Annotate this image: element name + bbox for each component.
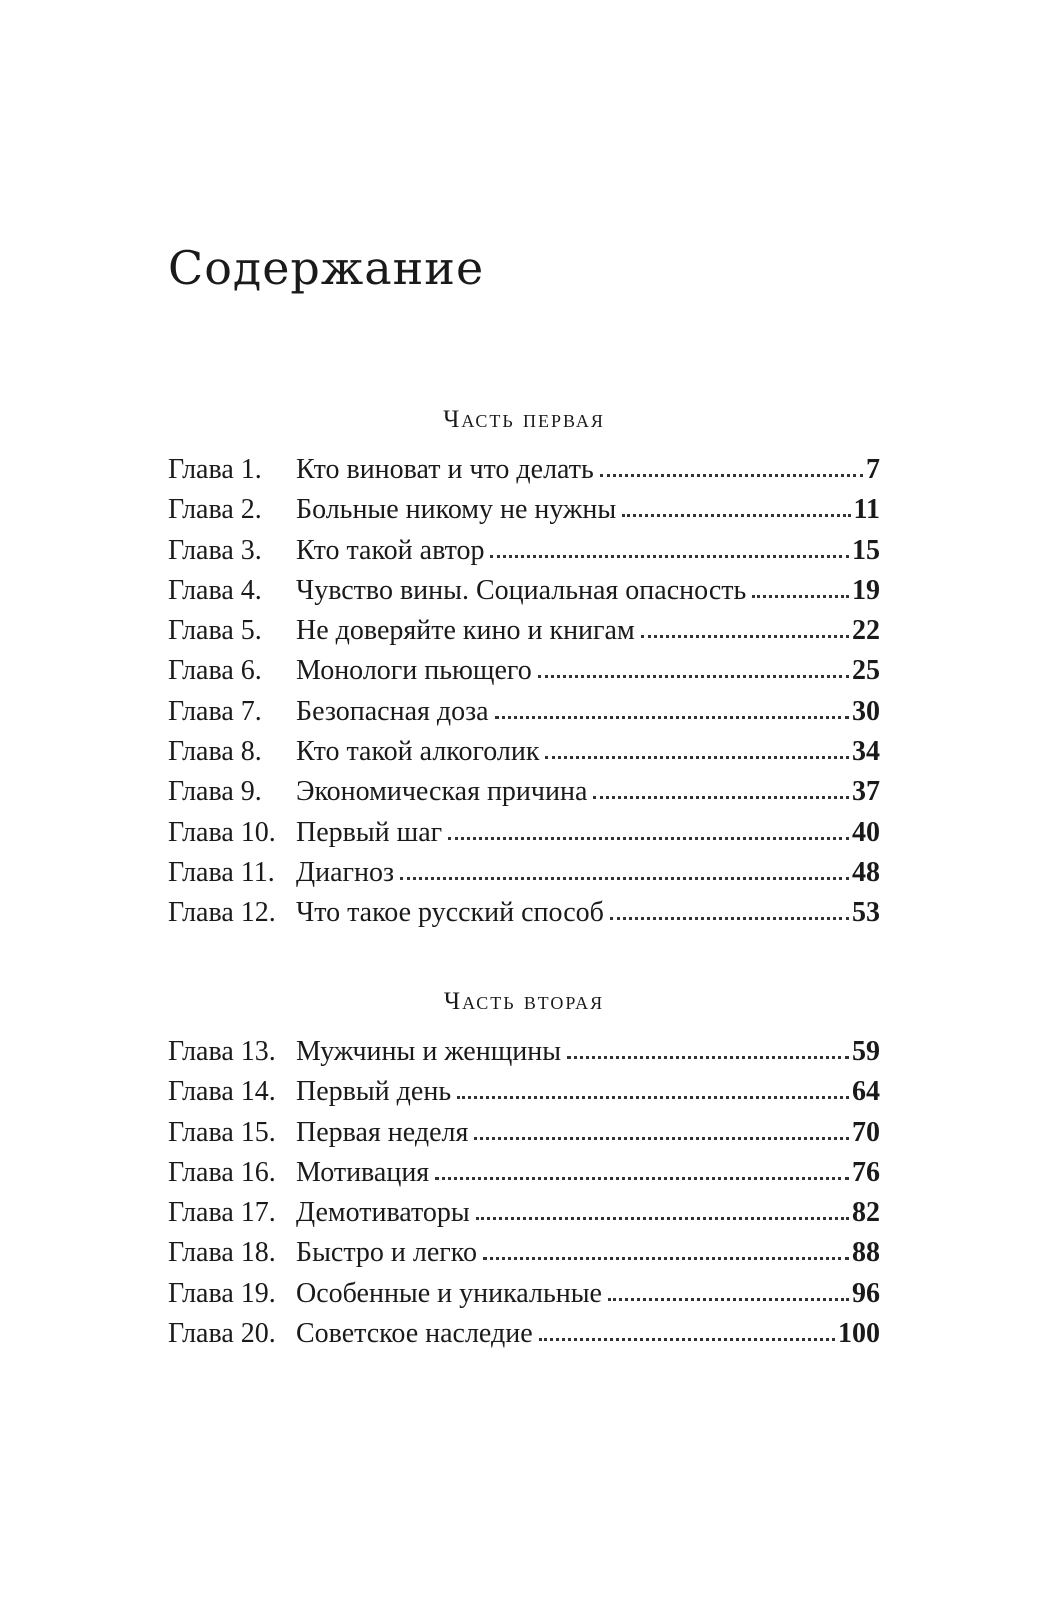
- dot-leader: [545, 755, 849, 759]
- chapter-number: Глава 4.: [168, 574, 262, 606]
- chapter-title: Больные никому не нужны: [296, 494, 617, 526]
- dot-leader: [474, 1136, 849, 1140]
- chapter-list: [168, 450, 880, 934]
- page-number: 34: [852, 736, 880, 768]
- toc-part-two: [168, 982, 880, 1354]
- toc-entry[interactable]: [168, 732, 880, 772]
- page-number: 59: [852, 1036, 880, 1067]
- toc-entry[interactable]: [168, 1153, 880, 1193]
- page-number: 11: [853, 494, 880, 526]
- toc-entry[interactable]: [168, 1193, 880, 1233]
- dot-leader: [539, 1337, 835, 1341]
- chapter-title: Мужчины и женщины: [296, 1036, 562, 1067]
- page-number: 48: [852, 856, 880, 888]
- chapter-number: Глава 1.: [168, 454, 262, 485]
- chapter-number: Глава 11.: [168, 856, 275, 888]
- toc-entry[interactable]: [168, 853, 880, 893]
- chapter-title: Безопасная доза: [296, 695, 489, 727]
- toc-entry[interactable]: [168, 611, 880, 651]
- dot-leader: [538, 674, 849, 678]
- page-number: 19: [852, 574, 880, 606]
- chapter-title: Быстро и легко: [296, 1237, 477, 1269]
- dot-leader: [622, 513, 850, 517]
- page-number: 25: [852, 655, 880, 687]
- toc-entry[interactable]: [168, 1314, 880, 1354]
- part-heading: Часть первая: [443, 406, 605, 433]
- chapter-number: Глава 16.: [168, 1156, 276, 1188]
- chapter-title: Первая неделя: [296, 1116, 469, 1148]
- dot-leader: [608, 1297, 849, 1301]
- toc-entry[interactable]: [168, 450, 880, 490]
- page-number: 96: [852, 1277, 880, 1309]
- chapter-title: Экономическая причина: [296, 776, 588, 808]
- chapter-title: Демотиваторы: [296, 1197, 470, 1229]
- chapter-title: Кто такой алкоголик: [296, 736, 540, 768]
- page-number: 22: [852, 615, 880, 647]
- dot-leader: [567, 1055, 849, 1059]
- page-number: 70: [852, 1116, 880, 1148]
- page-number: 7: [866, 454, 880, 485]
- toc-entry[interactable]: [168, 1072, 880, 1112]
- page-number: 37: [852, 776, 880, 808]
- chapter-title: Кто такой автор: [296, 534, 485, 566]
- chapter-title: Первый день: [296, 1076, 452, 1108]
- dot-leader: [490, 554, 849, 558]
- chapter-number: Глава 20.: [168, 1318, 276, 1350]
- toc-part-one: [168, 400, 880, 934]
- chapter-title: Не доверяйте кино и книгам: [296, 615, 635, 647]
- toc-entry[interactable]: [168, 1274, 880, 1314]
- dot-leader: [593, 795, 849, 799]
- page-number: 88: [852, 1237, 880, 1269]
- chapter-number: Глава 17.: [168, 1197, 276, 1229]
- chapter-number: Глава 19.: [168, 1277, 276, 1309]
- page-number: 100: [838, 1318, 880, 1350]
- toc-entry[interactable]: [168, 1032, 880, 1072]
- toc-entry[interactable]: [168, 490, 880, 530]
- toc-entry[interactable]: [168, 813, 880, 853]
- toc-entry[interactable]: [168, 531, 880, 571]
- chapter-title: Советское наследие: [296, 1318, 533, 1350]
- toc-entry[interactable]: [168, 893, 880, 933]
- page-number: 30: [852, 695, 880, 727]
- dot-leader: [752, 594, 849, 598]
- dot-leader: [641, 634, 849, 638]
- chapter-title: Что такое русский способ: [296, 897, 604, 929]
- chapter-title: Диагноз: [296, 856, 395, 888]
- chapter-title: Кто виноват и что делать: [296, 454, 594, 485]
- chapter-list: [168, 1032, 880, 1354]
- chapter-title: Чувство вины. Социальная опасность: [296, 574, 747, 606]
- dot-leader: [600, 473, 863, 477]
- chapter-title: Особенные и уникальные: [296, 1277, 602, 1309]
- page-number: 82: [852, 1197, 880, 1229]
- chapter-title: Монологи пьющего: [296, 655, 532, 687]
- chapter-number: Глава 10.: [168, 816, 276, 848]
- page-number: 64: [852, 1076, 880, 1108]
- dot-leader: [448, 836, 849, 840]
- dot-leader: [476, 1216, 849, 1220]
- toc-entry[interactable]: [168, 772, 880, 812]
- toc-entry[interactable]: [168, 692, 880, 732]
- page-number: 53: [852, 897, 880, 929]
- dot-leader: [457, 1095, 849, 1099]
- page-number: 76: [852, 1156, 880, 1188]
- chapter-number: Глава 2.: [168, 494, 262, 526]
- dot-leader: [495, 715, 849, 719]
- dot-leader: [435, 1176, 849, 1180]
- chapter-number: Глава 7.: [168, 695, 262, 727]
- dot-leader: [400, 876, 849, 880]
- toc-entry[interactable]: [168, 1113, 880, 1153]
- chapter-number: Глава 13.: [168, 1036, 276, 1067]
- chapter-title: Мотивация: [296, 1156, 430, 1188]
- page-number: 15: [852, 534, 880, 566]
- dot-leader: [610, 916, 849, 920]
- page-number: 40: [852, 816, 880, 848]
- toc-entry[interactable]: [168, 1233, 880, 1273]
- chapter-number: Глава 14.: [168, 1076, 276, 1108]
- part-heading: Часть вторая: [443, 988, 605, 1015]
- page-title: Содержание: [168, 241, 485, 295]
- chapter-title: Первый шаг: [296, 816, 443, 848]
- chapter-number: Глава 18.: [168, 1237, 276, 1269]
- chapter-number: Глава 9.: [168, 776, 262, 808]
- toc-entry[interactable]: [168, 571, 880, 611]
- chapter-number: Глава 15.: [168, 1116, 276, 1148]
- dot-leader: [483, 1256, 849, 1260]
- chapter-number: Глава 5.: [168, 615, 262, 647]
- toc-entry[interactable]: [168, 651, 880, 691]
- chapter-number: Глава 12.: [168, 897, 276, 929]
- chapter-number: Глава 8.: [168, 736, 262, 768]
- chapter-number: Глава 6.: [168, 655, 262, 687]
- chapter-number: Глава 3.: [168, 534, 262, 566]
